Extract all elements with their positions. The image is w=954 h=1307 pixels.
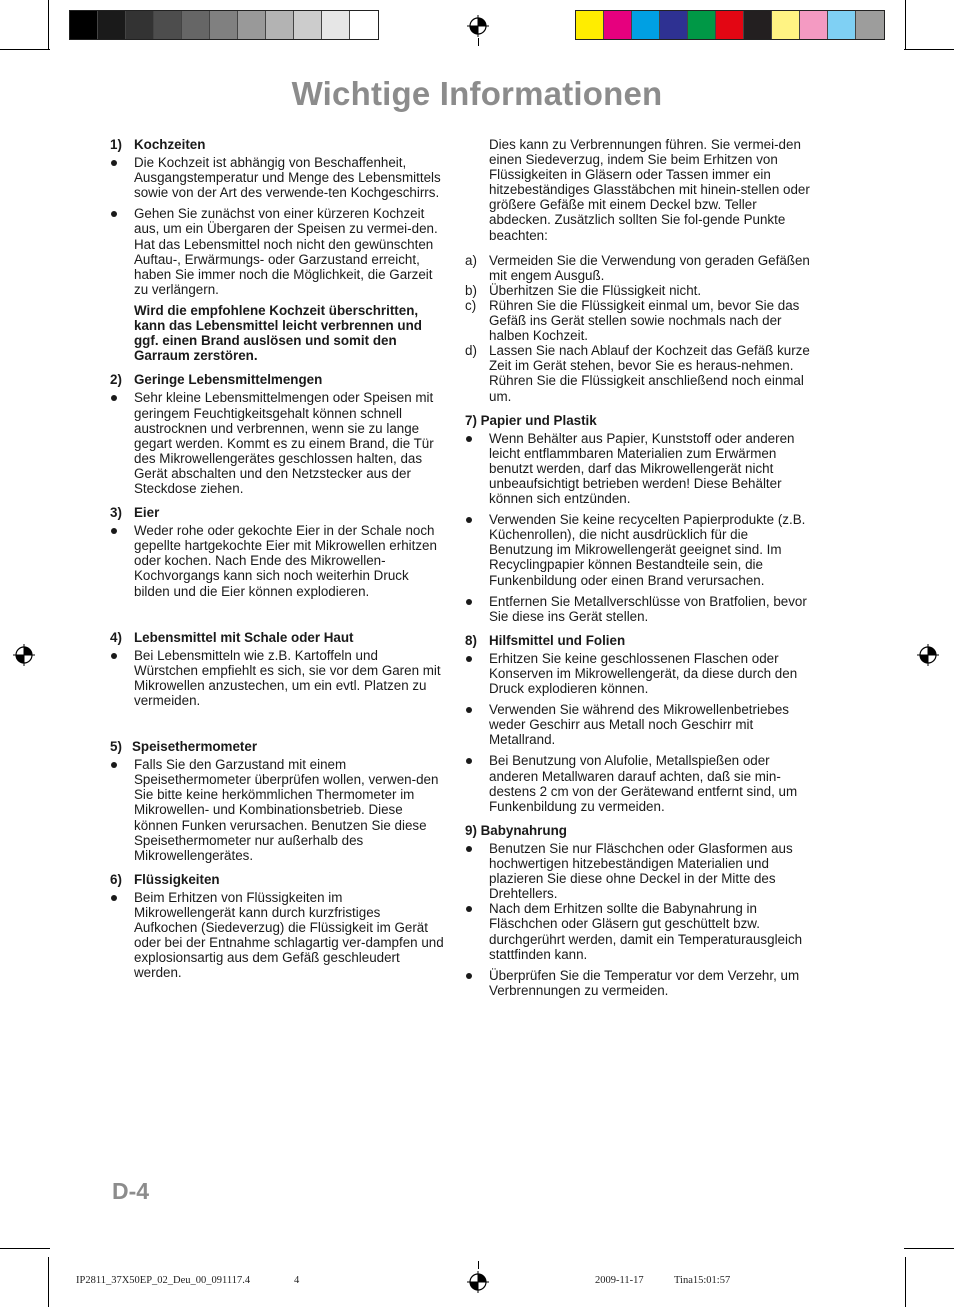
color-swatch xyxy=(182,11,210,39)
color-swatch xyxy=(322,11,350,39)
footer-file-name: IP2811_37X50EP_02_Deu_00_091117.4 xyxy=(76,1275,251,1286)
section-babynahrung xyxy=(465,823,810,998)
bullet-icon xyxy=(466,758,472,764)
color-swatch xyxy=(126,11,154,39)
section-heading: 6) Flüssigkeiten xyxy=(110,871,220,887)
registration-mark-icon xyxy=(917,644,939,666)
section-schale-haut xyxy=(110,630,445,708)
color-swatch xyxy=(210,11,238,39)
lettered-list xyxy=(465,253,810,404)
process-color-bar xyxy=(575,10,885,40)
list-item: Bei Lebensmitteln wie z.B. Kartoffeln und Würstchen empfiehlt es sich, sie vor dem Garen mit Mikrowellen anzustechen, um ein evtl. Platzen zu vermeiden. xyxy=(110,648,445,708)
bullet-icon xyxy=(111,395,117,401)
continued-text: Dies kann zu Verbrennungen führen. Sie vermei-den einen Siedeverzug, indem Sie beim Erhitzen von Flüssigkeiten in Gläsern oder Tassen immer ein hitzebeständiges Glasstäbchen mit hinein-stellen oder größere Gefäße mit einem Deckel bzw. Teller abdecken. Zusätzlich sollten Sie fol-gende Punkte beachten: xyxy=(489,137,810,243)
warning-text: Wird die empfohlene Kochzeit überschritten, kann das Lebensmittel leicht verbrennen und ggf. einen Brand auslösen und somit den Garraum zerstören. xyxy=(134,302,422,364)
color-swatch xyxy=(716,11,744,39)
section-heading: 5) Speisethermometer xyxy=(110,739,258,755)
registration-mark-icon xyxy=(467,15,489,37)
bullet-icon xyxy=(466,599,472,605)
color-swatch xyxy=(772,11,800,39)
section-speisethermometer xyxy=(110,739,445,863)
list-item: Bei Benutzung von Alufolie, Metallspießen oder anderen Metallwaren darauf achten, daß sie min-destens 2 cm von der Gerätewand entfernt sind, um Funkenbildung zu vermeiden. xyxy=(465,753,810,813)
list-item: Nach dem Erhitzen sollte die Babynahrung in Fläschchen oder Gläsern gut geschüttelt bzw. durchgerührt werden, damit ein Temperaturausgleich stattfinden kann. xyxy=(465,901,810,961)
bullet-icon xyxy=(466,973,472,979)
color-swatch xyxy=(660,11,688,39)
section-heading: 2) Geringe Lebensmittelmengen xyxy=(110,372,323,388)
color-swatch xyxy=(828,11,856,39)
footer-date: 2009-11-17 xyxy=(595,1275,644,1286)
list-item: Sehr kleine Lebensmittelmengen oder Speisen mit geringem Feuchtigkeitsgehalt können schnell austrocknen und verbrennen, wenn sie zu lange gegart werden. Kommt es zu einem Brand, die Tür des Mikrowellengerätes geschlossen halten, das Gerät abschalten und den Netzstecker aus der Steckdose ziehen. xyxy=(110,390,445,496)
registration-mark-icon xyxy=(467,1271,489,1293)
list-item: Weder rohe oder gekochte Eier in der Schale noch gepellte hartgekochte Eier mit Mikrowellen erhitzen oder kochen. Nach Ende des Mikrowellen-Kochvorgangs kann sich noch weiterhin Druck bilden und die Eier können explodieren. xyxy=(110,523,445,598)
bullet-icon xyxy=(466,436,472,442)
section-papier-plastik xyxy=(465,413,810,624)
color-swatch xyxy=(800,11,828,39)
section-heading: 7) Papier und Plastik xyxy=(465,412,597,428)
list-item: Die Kochzeit ist abhängig von Beschaffenheit, Ausgangstemperatur und Menge des Lebensmittels sowie von der Art des verwende-ten Kochgeschirrs. xyxy=(110,155,445,200)
bullet-icon xyxy=(111,762,117,768)
bullet-icon xyxy=(111,528,117,534)
section-heading: 3) Eier xyxy=(110,505,160,521)
bullet-icon xyxy=(466,846,472,852)
list-item: Überprüfen Sie die Temperatur vor dem Verzehr, um Verbrennungen zu vermeiden. xyxy=(465,968,810,998)
list-item: Verwenden Sie keine recycelten Papierprodukte (z.B. Küchenrollen), die nicht ausdrücklich für die Benutzung im Mikrowellengerät geeignet sind. Im Recyclingpapier können Bestandteile sein, die Funkenbildung oder einen Brand verursachen. xyxy=(465,512,810,587)
section-heading: 4) Lebensmittel mit Schale oder Haut xyxy=(110,629,354,645)
bullet-icon xyxy=(466,707,472,713)
color-swatch xyxy=(294,11,322,39)
list-item: Verwenden Sie während des Mikrowellenbetriebes weder Geschirr aus Metall noch Geschirr mit Metallrand. xyxy=(465,702,810,747)
section-heading: 1) Kochzeiten xyxy=(110,137,206,152)
page-number: D-4 xyxy=(112,1178,150,1204)
color-swatch xyxy=(576,11,604,39)
list-item: Wenn Behälter aus Papier, Kunststoff oder anderen leicht entflammbaren Materialien zum Erwärmen benutzt werden, darf das Mikrowellengerät nicht unbeaufsichtigt betrieben werden! Diese Behälter können sich entzünden. xyxy=(465,431,810,506)
bullet-icon xyxy=(111,895,117,901)
list-item: c) Rühren Sie die Flüssigkeit einmal um, bevor Sie das Gefäß ins Gerät stellen sowie nochmals nach der halben Kochzeit. xyxy=(465,297,800,344)
color-swatch xyxy=(350,11,378,39)
color-swatch xyxy=(70,11,98,39)
section-geringe-mengen xyxy=(110,372,445,496)
footer-time: Tina15:01:57 xyxy=(674,1275,731,1286)
list-item: Beim Erhitzen von Flüssigkeiten im Mikrowellengerät kann durch kurzfristiges Aufkochen (Siedeverzug) die Flüssigkeit im Gerät oder bei der Entnahme schlagartig ver-dampfen und explosionsartig aus dem Gefäß geschleudert werden. xyxy=(110,890,445,981)
bullet-icon xyxy=(111,160,117,166)
list-item: Falls Sie den Garzustand mit einem Speisethermometer überprüfen wollen, verwen-den Sie bitte keine herkömmlichen Thermometer im Mikrowellen- und Kombinationsbetrieb. Diese können Funken verursachen. Benutzen Sie diese Speisethermometer nur außerhalb des Mikrowellengerätes. xyxy=(110,757,445,863)
color-swatch xyxy=(744,11,772,39)
footer-page: 4 xyxy=(294,1275,300,1286)
color-swatch xyxy=(98,11,126,39)
list-item: Erhitzen Sie keine geschlossenen Flaschen oder Konserven im Mikrowellengerät, da diese durch den Druck explodieren können. xyxy=(465,651,810,696)
registration-mark-icon xyxy=(13,644,35,666)
section-kochzeiten xyxy=(110,137,445,363)
color-swatch xyxy=(266,11,294,39)
list-item: a) Vermeiden Sie die Verwendung von geraden Gefäßen mit engem Ausguß. xyxy=(465,252,810,283)
list-item: Gehen Sie zunächst von einer kürzeren Kochzeit aus, um ein Übergaren der Speisen zu vermei-den. Hat das Lebensmittel noch nicht den gewünschten Auftau-, Erwärmungs- oder Garzustand erreicht, haben Sie immer noch die Möglichkeit, die Garzeit zu verlängern. xyxy=(110,206,445,297)
bullet-icon xyxy=(111,211,117,217)
color-swatch xyxy=(856,11,884,39)
bullet-icon xyxy=(466,517,472,523)
section-eier xyxy=(110,505,445,599)
list-item: d) Lassen Sie nach Ablauf der Kochzeit das Gefäß kurze Zeit im Gerät stehen, bevor Sie es heraus-nehmen. Rühren Sie die Flüssigkeit anschließend noch einmal um. xyxy=(465,343,810,404)
color-swatch xyxy=(604,11,632,39)
list-item: Benutzen Sie nur Fläschchen oder Glasformen aus hochwertigen hitzebeständigen Materialien und plazieren Sie diese ohne Deckel in der Mitte des Drehtellers. xyxy=(465,841,810,901)
left-column xyxy=(110,137,445,990)
list-item: Entfernen Sie Metallverschlüsse von Bratfolien, bevor Sie diese ins Gerät stellen. xyxy=(465,594,810,624)
list-item: b) Überhitzen Sie die Flüssigkeit nicht. xyxy=(465,282,702,298)
bullet-icon xyxy=(466,906,472,912)
color-swatch xyxy=(632,11,660,39)
page-title: Wichtige Informationen xyxy=(291,75,663,112)
color-swatch xyxy=(154,11,182,39)
bullet-icon xyxy=(466,656,472,662)
section-fluessigkeiten xyxy=(110,872,445,981)
section-heading: 9) Babynahrung xyxy=(465,822,567,838)
bullet-icon xyxy=(111,653,117,659)
color-swatch xyxy=(688,11,716,39)
color-swatch xyxy=(238,11,266,39)
section-hilfsmittel xyxy=(465,633,810,814)
gray-color-bar xyxy=(69,10,379,40)
right-column xyxy=(465,137,810,1007)
section-heading: 8) Hilfsmittel und Folien xyxy=(465,632,626,648)
